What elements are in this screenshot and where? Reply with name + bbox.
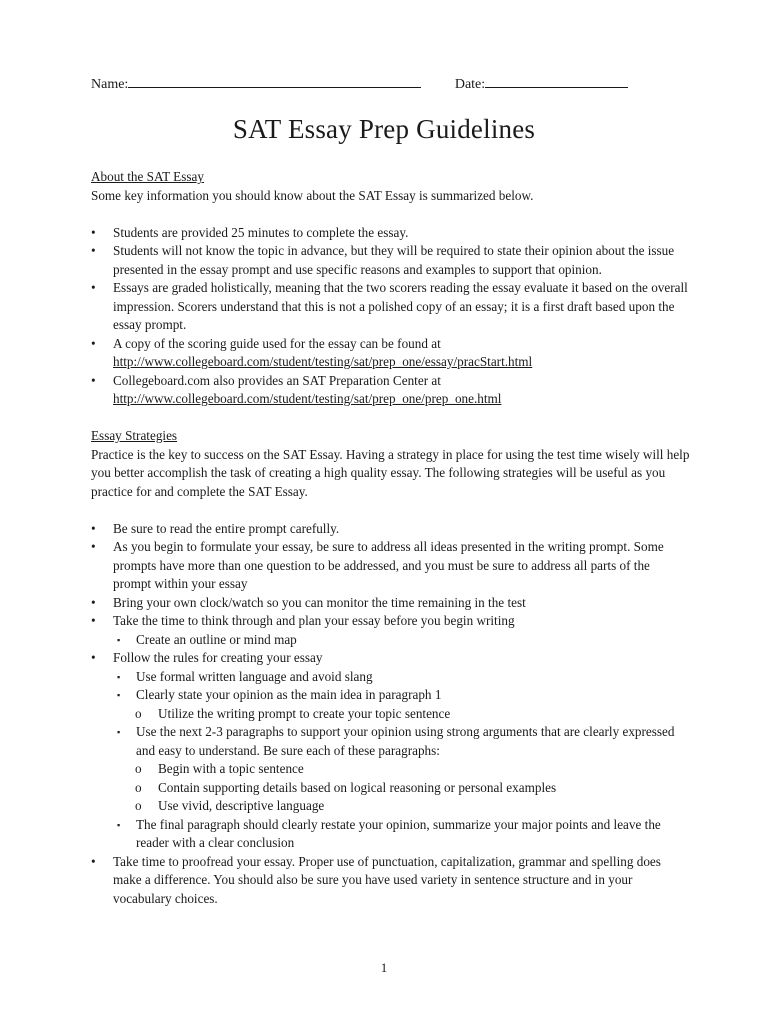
list-item — [91, 242, 691, 279]
bullet-marker: ▪ — [117, 727, 121, 737]
about-heading: About the SAT Essay — [91, 169, 204, 184]
bullet-marker: ▪ — [117, 819, 121, 830]
bullet-marker: • — [91, 539, 96, 554]
list-item — [91, 612, 691, 631]
sub-sub-list-item — [91, 705, 691, 724]
list-item-text: Collegeboard.com also provides an SAT Preparation Center at — [113, 372, 441, 388]
list-item — [91, 538, 691, 594]
sub-list-item — [91, 816, 691, 853]
page-title: SAT Essay Prep Guidelines — [232, 114, 536, 144]
list-item — [91, 224, 691, 243]
sub-sub-list-item — [91, 779, 691, 798]
list-item-text: Take time to proofread your essay. Proper use of punctuation, capitalization, grammar and spelling does make a difference. You should also be sure you have used variety in sentence structure and in your vocabulary choices. — [113, 853, 661, 906]
bullet-marker: o — [135, 798, 142, 813]
date-label: Date: — [454, 77, 486, 92]
list-item-text: Students are provided 25 minutes to complete the essay. — [113, 224, 409, 240]
list-item-text: As you begin to formulate your essay, be sure to address all ideas presented in the writing prompt. Some prompts have more than one question to be addressed, and you must be sure to address all parts of the prompt within your essay — [113, 539, 664, 591]
list-item — [91, 335, 691, 372]
sub-list-item — [91, 631, 691, 650]
list-item-text: Use formal written language and avoid slang — [136, 668, 373, 684]
list-item-text: Essays are graded holistically, meaning that the two scorers reading the essay evaluate it based on the overall impression. Scorers understand that this is not a polished copy of an essay; it is a first draft based upon the essay prompt. — [113, 280, 688, 332]
bullet-marker: o — [135, 705, 142, 721]
list-item-text: Contain supporting details based on logical reasoning or personal examples — [158, 779, 557, 795]
name-blank-line[interactable] — [128, 74, 421, 88]
list-item — [91, 372, 691, 409]
list-item — [91, 594, 691, 613]
bullet-marker: • — [91, 650, 96, 665]
header-fields — [91, 74, 628, 93]
list-item-text: Take the time to think through and plan your essay before you begin writing — [113, 613, 515, 628]
date-blank-line[interactable] — [485, 74, 628, 88]
list-item — [91, 649, 691, 668]
sub-sub-list-item — [91, 797, 691, 816]
about-intro: Some key information you should know about the SAT Essay is summarized below. — [91, 187, 534, 203]
list-item-text: Utilize the writing prompt to create your topic sentence — [158, 705, 451, 721]
strategies-bullet-list — [91, 520, 691, 909]
list-item-text: Bring your own clock/watch so you can monitor the time remaining in the test — [113, 594, 526, 610]
sub-list-item — [91, 668, 691, 687]
bullet-marker: o — [135, 761, 142, 776]
list-item-text: A copy of the scoring guide used for the essay can be found at — [113, 335, 441, 351]
sub-list-item — [91, 686, 691, 705]
scoring-guide-link[interactable]: http://www.collegeboard.com/student/testing/sat/prep_one/essay/pracStart.html — [113, 354, 533, 369]
list-item-text: Begin with a topic sentence — [158, 761, 304, 776]
page-number: 1 — [380, 960, 388, 975]
list-item-text: The final paragraph should clearly restate your opinion, summarize your major points and leave the reader with a clear conclusion — [136, 816, 661, 850]
bullet-marker: • — [91, 520, 96, 536]
name-label: Name: — [91, 77, 129, 92]
list-item-text: Students will not know the topic in advance, but they will be required to state their opinion about the issue presented in the essay prompt and use specific reasons and examples to support that opinion. — [113, 243, 675, 277]
list-item — [91, 853, 691, 909]
bullet-marker: • — [91, 594, 96, 610]
list-item-text: Follow the rules for creating your essay — [113, 650, 323, 665]
list-item — [91, 520, 691, 539]
strategies-heading: Essay Strategies — [91, 428, 178, 443]
list-item-text: Clearly state your opinion as the main idea in paragraph 1 — [136, 687, 442, 702]
bullet-marker: • — [91, 224, 96, 240]
list-item-text: Create an outline or mind map — [136, 631, 297, 647]
bullet-marker: ▪ — [117, 690, 121, 700]
list-item-text: Be sure to read the entire prompt carefully. — [113, 520, 340, 536]
bullet-marker: • — [91, 613, 96, 628]
bullet-marker: • — [91, 280, 96, 295]
bullet-marker: ▪ — [117, 671, 121, 682]
sub-list-item — [91, 723, 691, 760]
bullet-marker: • — [91, 243, 96, 258]
list-item-text: Use the next 2-3 paragraphs to support your opinion using strong arguments that are clearly expressed and easy to understand. Be sure each of these paragraphs: — [136, 724, 675, 758]
bullet-marker: o — [135, 779, 142, 795]
sub-sub-list-item — [91, 760, 691, 779]
bullet-marker: ▪ — [117, 634, 121, 645]
list-item — [91, 279, 691, 335]
about-bullet-list — [91, 224, 691, 409]
list-item-text: Use vivid, descriptive language — [158, 798, 325, 813]
strategies-intro: Practice is the key to success on the SAT Essay. Having a strategy in place for using the test time wisely will help you better accomplish the task of creating a high quality essay. The following strategies will be useful as you practice for and complete the SAT Essay. — [91, 446, 690, 499]
prep-center-link[interactable]: http://www.collegeboard.com/student/testing/sat/prep_one/prep_one.html — [113, 391, 502, 406]
bullet-marker: • — [91, 335, 96, 351]
bullet-marker: • — [91, 372, 96, 388]
bullet-marker: • — [91, 853, 96, 869]
document-body — [91, 168, 691, 908]
